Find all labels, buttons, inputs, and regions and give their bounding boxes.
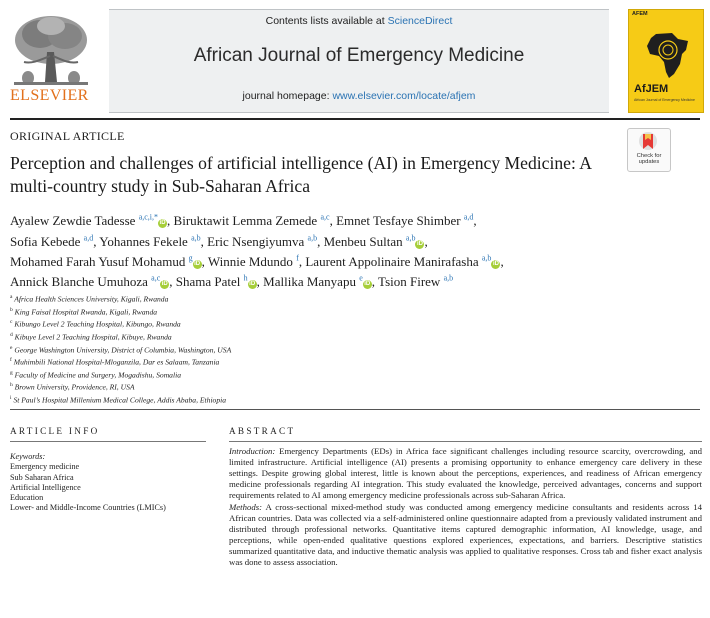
affiliation: $^d$ Kibuye Level 2 Teaching Hospital, Kibuye, Rwanda <box>10 331 172 342</box>
abstract-methods: Methods: A cross-sectional mixed-method study was conducted among emergency medicine consultants and residents across 14 African countries. Data was collected via a self-administered online questionnaire adapted from a previously validated instrument and distributed through professional networks. Quantitative items captured demographic information, AI knowledge, usage, and perceptions, while open-ended qualitative questions explored experiences, expectations, and barriers. Descriptive statistics summarized quantitative data, and inductive thematic analysis was applied to qualitative responses. Cross tab and fisher exact analysis was done to assess association. <box>229 501 702 568</box>
affiliation-list <box>10 292 610 406</box>
orcid-icon[interactable]: iD <box>249 281 256 288</box>
affiliation: $^g$ Faculty of Medicine and Surgery, Mogadishu, Somalia <box>10 369 181 380</box>
author[interactable]: Mohamed Farah Yusuf Mohamud $^g$iD , <box>10 253 205 269</box>
journal-homepage-line <box>109 90 609 102</box>
author[interactable]: Ayalew Zewdie Tadesse $^{a,c,i,*}$iD , <box>10 213 171 229</box>
author[interactable]: Yohannes Fekele $^{a,b}$, <box>99 233 204 249</box>
updates-label-line-1: Check for <box>636 153 662 159</box>
bookmark-update-icon <box>638 131 658 153</box>
affiliation: $^f$ Muhimbili National Hospital-Mloganzila, Dar es Salaam, Tanzania <box>10 357 220 367</box>
author[interactable]: Emnet Tesfaye Shimber $^{a,d}$, <box>336 213 477 229</box>
affiliation: $^a$ Africa Health Sciences University, Kigali, Rwanda <box>10 294 169 304</box>
orcid-icon[interactable]: iD <box>492 260 499 267</box>
keyword: Education <box>10 493 44 503</box>
abstract-rule <box>229 441 702 442</box>
author[interactable]: Biruktawit Lemma Zemede $^{a,c}$, <box>173 213 333 229</box>
article-info-heading: ARTICLE INFO <box>10 426 100 436</box>
cover-journal-abbrev: AfJEM <box>634 83 669 95</box>
keyword: Emergency medicine <box>10 462 80 472</box>
keyword: Artificial Intelligence <box>10 482 81 492</box>
affiliation: $^c$ Kibungo Level 2 Teaching Hospital, Kibungo, Rwanda <box>10 319 181 329</box>
author[interactable]: Sofia Kebede $^{a,d}$, <box>10 233 97 249</box>
author[interactable]: Laurent Appolinaire Manirafasha $^{a,b}$iD , <box>305 253 504 269</box>
keywords-block <box>10 452 200 514</box>
header-rule <box>10 118 700 120</box>
check-for-updates-label <box>627 153 671 165</box>
updates-label-line-2: updates <box>638 159 660 165</box>
section-divider <box>10 409 700 410</box>
author[interactable]: Menbeu Sultan $^{a,b}$iD , <box>323 233 428 249</box>
homepage-prefix: journal homepage: <box>242 90 330 102</box>
author[interactable]: Winnie Mdundo $^f$, <box>207 253 303 269</box>
journal-homepage-link[interactable]: www.elsevier.com/locate/afjem <box>332 90 476 102</box>
author-list <box>10 209 700 290</box>
cover-journal-subtitle: African Journal of Emergency Medicine <box>634 98 695 102</box>
contents-line <box>109 15 609 27</box>
author[interactable]: Shama Patel $^h$iD , <box>175 273 260 290</box>
affiliation: $^i$ St Paul’s Hospital Millenium Medical College, Addis Ababa, Ethiopia <box>10 395 227 405</box>
abstract-introduction: Introduction: Emergency Departments (EDs) in Africa face significant challenges including resource scarcity, overcrowding, and limited infrastructure. Artificial intelligence (AI) presents a promising opportunity to enhance emergency care delivery in these settings. Despite growing global interest, little is known about the perceptions, experiences, and readiness of African emergency medicine professionals regarding AI integration. This study evaluated the knowledge, perceived advantages, concerns and support requirements related to AI among emergency medicine professionals across sub-Saharan Africa. <box>229 446 702 501</box>
abstract-heading: ABSTRACT <box>229 426 296 436</box>
article-title: Perception and challenges of artificial intelligence (AI) in Emergency Medicine: A multi-country study in Sub-Saharan Africa <box>10 153 592 196</box>
contents-prefix: Contents lists available at <box>265 15 385 27</box>
sciencedirect-link[interactable]: ScienceDirect <box>387 15 453 27</box>
orcid-icon[interactable]: iD <box>194 260 201 267</box>
africa-map-icon <box>642 30 694 82</box>
keywords-label: Keywords: <box>10 452 46 461</box>
orcid-icon[interactable]: iD <box>416 240 423 247</box>
orcid-icon[interactable]: iD <box>364 281 371 288</box>
article-type: ORIGINAL ARTICLE <box>10 129 125 143</box>
author[interactable]: Annick Blanche Umuhoza $^{a,c}$iD , <box>10 273 173 290</box>
journal-title: African Journal of Emergency Medicine <box>193 45 525 66</box>
orcid-icon[interactable]: iD <box>161 281 168 288</box>
cover-society-label: AFEM <box>632 11 648 17</box>
author[interactable]: Tsion Firew $^{a,b}$ <box>378 273 454 290</box>
author[interactable]: Eric Nsengiyumva $^{a,b}$, <box>207 233 321 249</box>
keyword: Sub Saharan Africa <box>10 472 74 482</box>
author[interactable]: Mallika Manyapu $^e$iD , <box>263 273 376 290</box>
keyword: Lower- and Middle-Income Countries (LMICs) <box>10 503 166 513</box>
publisher-wordmark: ELSEVIER <box>10 87 89 104</box>
affiliation: $^e$ George Washington University, District of Columbia, Washington, USA <box>10 344 232 355</box>
orcid-icon[interactable]: iD <box>159 220 166 227</box>
elsevier-tree-logo <box>10 12 92 88</box>
abstract-body <box>229 446 702 569</box>
affiliation: $^h$ Brown University, Providence, RI, USA <box>10 382 135 392</box>
article-info-rule <box>10 441 206 442</box>
affiliation: $^b$ King Faisal Hospital Rwanda, Kigali, Rwanda <box>10 306 158 317</box>
